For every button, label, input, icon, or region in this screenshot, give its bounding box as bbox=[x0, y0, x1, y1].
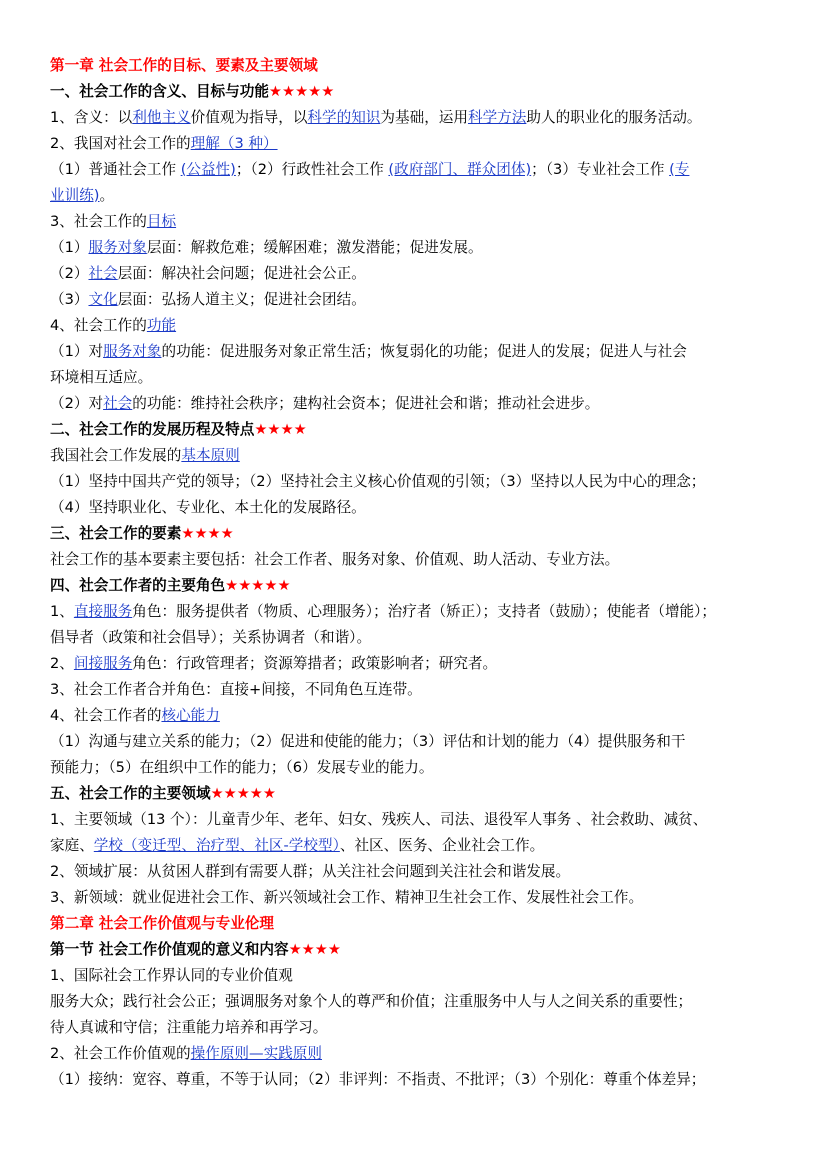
text: 家庭、 bbox=[50, 837, 94, 854]
paragraph bbox=[50, 261, 785, 287]
text: 的功能：促进服务对象正常生活；恢复弱化的功能；促进人的发展；促进人与社会 bbox=[161, 343, 687, 360]
paragraph bbox=[50, 235, 785, 261]
paragraph bbox=[50, 183, 785, 209]
text: 2、社会工作价值观的 bbox=[50, 1045, 191, 1062]
hyperlink[interactable]: 直接服务 bbox=[73, 603, 133, 620]
document-page bbox=[50, 53, 785, 1093]
hyperlink[interactable]: 科学的知识 bbox=[307, 109, 381, 126]
text: 倡导者（政策和社会倡导）；关系协调者（和谐）。 bbox=[50, 629, 372, 646]
section-1-heading bbox=[50, 79, 785, 105]
paragraph: 3、社会工作者合并角色：直接+间接，不同角色互连带。 bbox=[50, 681, 422, 698]
paragraph bbox=[50, 599, 785, 625]
text: 1、含义：以 bbox=[50, 109, 133, 126]
paragraph: （1）沟通与建立关系的能力；（2）促进和使能的能力；（3）评估和计划的能力（4）提供服务和干 bbox=[50, 733, 686, 750]
paragraph: 1、国际社会工作界认同的专业价值观 bbox=[50, 967, 293, 984]
paragraph: 社会工作的基本要素主要包括：社会工作者、服务对象、价值观、助人活动、专业方法。 bbox=[50, 551, 620, 568]
rating-stars: ★★★★ bbox=[181, 525, 234, 542]
text: 3、社会工作的 bbox=[50, 213, 147, 230]
hyperlink[interactable]: 利他主义 bbox=[132, 109, 191, 126]
text: 的功能：维持社会秩序；建构社会资本；促进社会和谐；推动社会进步。 bbox=[132, 395, 600, 412]
section-title: 三、社会工作的要素 bbox=[50, 525, 182, 542]
section-title: 五、社会工作的主要领域 bbox=[50, 785, 211, 802]
text: 我国社会工作发展的 bbox=[50, 447, 182, 464]
hyperlink[interactable]: 基本原则 bbox=[181, 447, 240, 464]
hyperlink[interactable]: (政府部门、群众团体) bbox=[388, 161, 532, 178]
section-heading bbox=[50, 937, 785, 963]
hyperlink[interactable]: 服务对象 bbox=[88, 239, 147, 256]
hyperlink[interactable]: 学校（变迁型、治疗型、社区-学校型） bbox=[93, 837, 340, 854]
section-title: 四、社会工作者的主要角色 bbox=[50, 577, 226, 594]
hyperlink[interactable]: 功能 bbox=[146, 317, 177, 334]
hyperlink[interactable]: 目标 bbox=[146, 213, 177, 230]
text: （3） bbox=[50, 291, 89, 308]
hyperlink[interactable]: 理解 bbox=[190, 135, 220, 152]
hyperlink[interactable]: 社会 bbox=[103, 395, 133, 412]
text: 角色：服务提供者（物质、心理服务）；治疗者（矫正）；支持者（鼓励）；使能者（增能）； bbox=[132, 603, 717, 620]
hyperlink[interactable]: 间接服务 bbox=[73, 655, 133, 672]
section-title: 一、社会工作的含义、目标与功能 bbox=[50, 83, 269, 100]
paragraph: 3、新领域：就业促进社会工作、新兴领域社会工作、精神卫生社会工作、发展性社会工作。 bbox=[50, 889, 644, 906]
rating-stars: ★★★★★ bbox=[210, 785, 276, 802]
section-4-heading bbox=[50, 573, 785, 599]
hyperlink[interactable]: 文化 bbox=[88, 291, 118, 308]
text: 4、社会工作者的 bbox=[50, 707, 162, 724]
paragraph: （1）接纳：宽容、尊重，不等于认同；（2）非评判：不指责、不批评；（3）个别化：尊重个体差异； bbox=[50, 1071, 706, 1088]
rating-stars: ★★★★ bbox=[254, 421, 307, 438]
chapter-2-title: 第二章 社会工作价值观与专业伦理 bbox=[50, 915, 274, 932]
paragraph: 1、主要领域（13 个）：儿童青少年、老年、妇女、残疾人、司法、退役军人事务 、社会救助、减贫、 bbox=[50, 811, 708, 828]
hyperlink[interactable]: 服务对象 bbox=[103, 343, 162, 360]
chapter-1-title: 第一章 社会工作的目标、要素及主要领域 bbox=[50, 57, 318, 74]
rating-stars: ★★★★★ bbox=[268, 83, 335, 100]
paragraph: （4）坚持职业化、专业化、本土化的发展路径。 bbox=[50, 499, 366, 516]
text: 2、我国对社会工作的 bbox=[50, 135, 191, 152]
text: （1） bbox=[50, 239, 89, 256]
paragraph bbox=[50, 651, 785, 677]
text: （1）普通社会工作 bbox=[50, 161, 181, 178]
text: 为基础，运用 bbox=[380, 109, 468, 126]
paragraph: 预能力；（5）在组织中工作的能力；（6）发展专业的能力。 bbox=[50, 759, 434, 776]
rating-stars: ★★★★★ bbox=[225, 577, 291, 594]
text: 层面：解救危难；缓解困难；激发潜能；促进发展。 bbox=[146, 239, 483, 256]
hyperlink[interactable]: 操作原则—实践原则 bbox=[190, 1045, 322, 1062]
text: 层面：解决社会问题；促进社会公正。 bbox=[117, 265, 366, 282]
section-2-heading bbox=[50, 417, 785, 443]
text: ；（2）行政性社会工作 bbox=[235, 161, 389, 178]
paragraph bbox=[50, 313, 785, 339]
text: 4、社会工作的 bbox=[50, 317, 147, 334]
paragraph: （1）坚持中国共产党的领导；（2）坚持社会主义核心价值观的引领；（3）坚持以人民为中心的理念； bbox=[50, 473, 706, 490]
paragraph bbox=[50, 287, 785, 313]
text: 。 bbox=[99, 187, 115, 204]
paragraph bbox=[50, 703, 785, 729]
text: 价值观为指导，以 bbox=[190, 109, 308, 126]
paragraph bbox=[50, 157, 785, 183]
text: 2、 bbox=[50, 655, 74, 672]
paragraph: 服务大众；践行社会公正；强调服务对象个人的尊严和价值；注重服务中人与人之间关系的重要性； bbox=[50, 993, 693, 1010]
section-title: 第一节 社会工作价值观的意义和内容 bbox=[50, 941, 289, 958]
text: 层面：弘扬人道主义；促进社会团结。 bbox=[117, 291, 366, 308]
text: 环境相互适应。 bbox=[50, 369, 153, 386]
hyperlink[interactable]: 业训练) bbox=[50, 187, 100, 204]
paragraph bbox=[50, 131, 785, 157]
text: ；（3）专业社会工作 bbox=[531, 161, 670, 178]
paragraph bbox=[50, 339, 785, 365]
section-3-heading bbox=[50, 521, 785, 547]
hyperlink[interactable]: 核心能力 bbox=[161, 707, 220, 724]
paragraph bbox=[50, 1041, 785, 1067]
text: 角色：行政管理者；资源筹措者；政策影响者；研究者。 bbox=[132, 655, 498, 672]
paragraph: 待人真诚和守信；注重能力培养和再学习。 bbox=[50, 1019, 328, 1036]
paragraph bbox=[50, 365, 785, 391]
text: （1）对 bbox=[50, 343, 104, 360]
text: 1、 bbox=[50, 603, 74, 620]
paragraph bbox=[50, 833, 785, 859]
text: 、社区、医务、企业社会工作。 bbox=[339, 837, 545, 854]
section-5-heading bbox=[50, 781, 785, 807]
hyperlink[interactable]: (专 bbox=[669, 161, 690, 178]
hyperlink[interactable]: （3 种） bbox=[219, 135, 278, 152]
paragraph bbox=[50, 105, 785, 131]
paragraph bbox=[50, 209, 785, 235]
paragraph: 2、领域扩展：从贫困人群到有需要人群；从关注社会问题到关注社会和谐发展。 bbox=[50, 863, 571, 880]
section-title: 二、社会工作的发展历程及特点 bbox=[50, 421, 255, 438]
text: （2） bbox=[50, 265, 89, 282]
hyperlink[interactable]: 社会 bbox=[88, 265, 118, 282]
paragraph bbox=[50, 625, 785, 651]
hyperlink[interactable]: (公益性) bbox=[180, 161, 236, 178]
text: （2）对 bbox=[50, 395, 104, 412]
text: 助人的职业化的服务活动。 bbox=[526, 109, 702, 126]
hyperlink[interactable]: 科学方法 bbox=[467, 109, 527, 126]
paragraph bbox=[50, 443, 785, 469]
paragraph bbox=[50, 391, 785, 417]
rating-stars: ★★★★ bbox=[288, 941, 341, 958]
